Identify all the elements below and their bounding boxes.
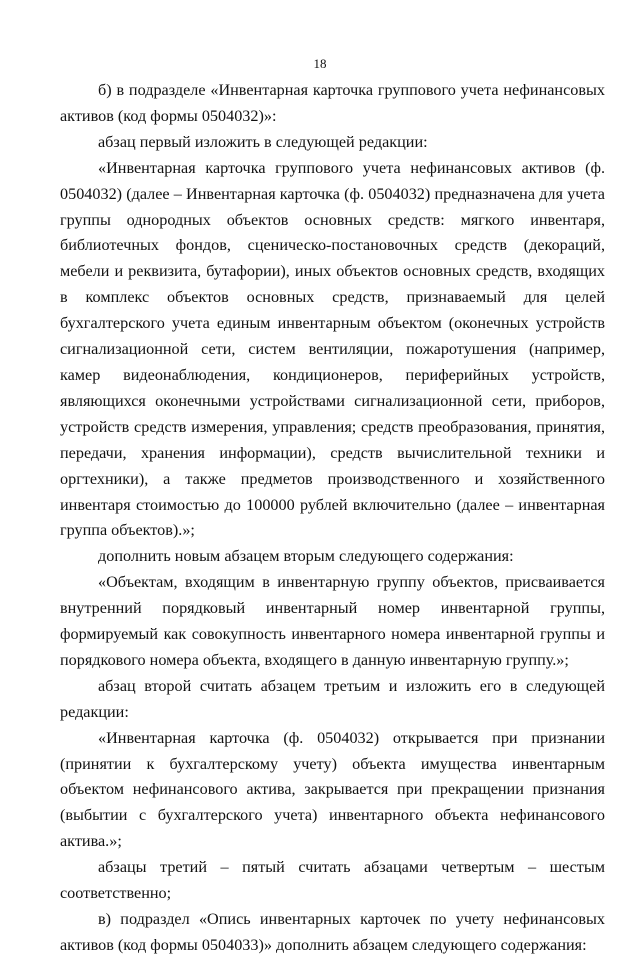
- paragraph-renumbering: абзацы третий – пятый считать абзацами четвертым – шестым соответственно;: [60, 858, 605, 903]
- document-body: [60, 78, 605, 959]
- paragraph-add-second-abzac: дополнить новым абзацем вторым следующего содержания:: [98, 547, 514, 566]
- paragraph-subsection-b: б) в подразделе «Инвентарная карточка группового учета нефинансовых активов (код формы 0504032)»:: [60, 81, 605, 125]
- paragraph-first-abzac-instruction: абзац первый изложить в следующей редакции:: [98, 132, 428, 151]
- paragraph-inventory-number: «Объектам, входящим в инвентарную группу объектов, присваивается внутренний порядковый инвентарный номер инвентарной группы, формируемый как совокупность инвентарного номера инвентарной группы и порядкового номера объекта, входящего в данную инвентарную группу.»;: [60, 573, 605, 669]
- paragraph-card-opening: «Инвентарная карточка (ф. 0504032) открывается при признании (принятии к бухгалтерскому учету) объекта имущества инвентарным объектом нефинансового актива, закрывается при прекращении признания (выбытии с бухгалтерского учета) инвентарного объекта нефинансового актива.»;: [60, 728, 605, 851]
- page-number: 18: [313, 56, 327, 71]
- paragraph-subsection-v: в) подраздел «Опись инвентарных карточек по учету нефинансовых активов (код формы 0504033)» дополнить абзацем следующего содержания:: [60, 910, 605, 954]
- paragraph-second-to-third: абзац второй считать абзацем третьим и изложить его в следующей редакции:: [60, 676, 605, 721]
- paragraph-card-definition: «Инвентарная карточка группового учета нефинансовых активов (ф. 0504032) (далее – Инвентарная карточка (ф. 0504032) предназначена для учета группы однородных объектов основных средств: мягкого инвентаря, библиотечных фондов, сценическо-постановочных средств (декораций, мебели и реквизита, бутафории), иных объектов основных средств, входящих в комплекс объектов основных средств, признаваемый для целей бухгалтерского учета единым инвентарным объектом (оконечных устройств сигнализационной сети, систем вентиляции, пожаротушения (например, камер видеонаблюдения, кондиционеров, периферийных устройств, являющихся оконечными устройствами сигнализационной сети, приборов, устройств средств измерения, управления; средств преобразования, принятия, передачи, хранения информации), средств вычислительной техники и оргтехники), а также предметов производственного и хозяйственного инвентаря стоимостью до 100000 рублей включительно (далее – инвентарная группа объектов).»;: [60, 158, 605, 540]
